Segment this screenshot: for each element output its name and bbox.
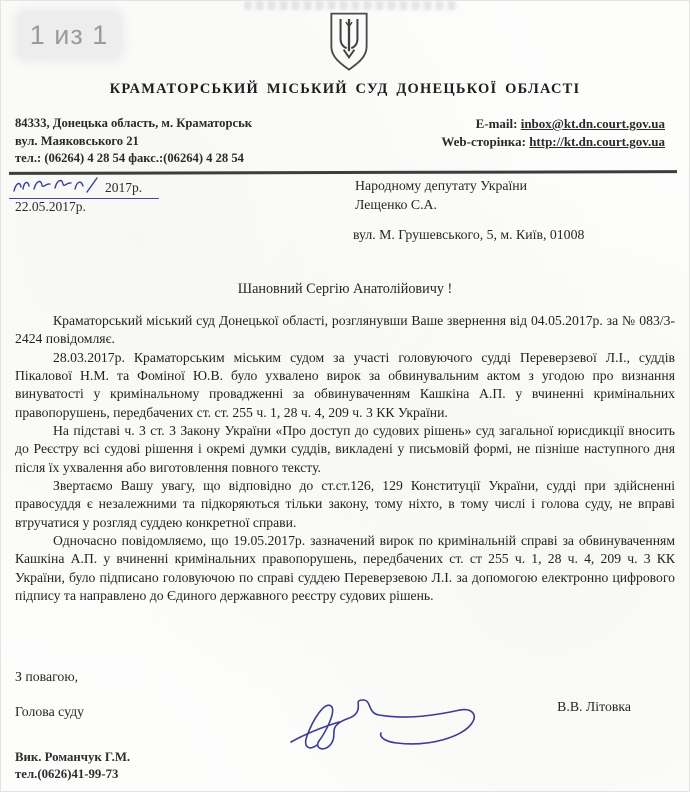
web-link: http://kt.dn.court.gov.ua (529, 134, 665, 149)
executor-name: Вик. Романчук Г.М. (15, 750, 131, 764)
body-paragraph: На підставі ч. 3 ст. 3 Закону України «Про доступ до судових рішень» суд загальної юрисдикції вносить до Реєстру всі судові рішення і окремі думки суддів, викладені у письмовій формі, не пізніше наступного дня після їх ухвалення або виготовлення повного тексту. (15, 423, 675, 475)
email-label: E-mail: (475, 116, 521, 131)
web-label: Web-сторінка: (441, 134, 530, 149)
outgoing-number-field (9, 176, 159, 199)
court-name-heading: КРАМАТОРСЬКИЙ МІСЬКИЙ СУД ДОНЕЦЬКОЇ ОБЛАСТІ (109, 81, 581, 97)
ukraine-trident-emblem-icon (326, 11, 372, 73)
salutation: Шановний Сергію Анатолійовичу ! (237, 281, 453, 297)
email-line (441, 115, 665, 133)
body-paragraph: 28.03.2017р. Краматорським міським судом за участі головуючого судді Переверзевої Л.І., суддів Пікалової Н.М. та Фоміної Ю.В. було ухвалено вирок за обвинувальним актом з угодою про визнання винуватості у кримінальному провадженні за обвинуваченням Кашкіна А.П. у вчиненні кримінальних правопорушень, передбачених ст. ст. 255 ч. 1, 28 ч. 4, 209 ч. 3 КК України. (15, 349, 675, 420)
handwritten-signature (279, 689, 489, 769)
address-phone-line: тел.: (06264) 4 28 54 факс.:(06264) 4 28 54 (15, 151, 244, 165)
handwritten-number (11, 176, 103, 198)
address-line: вул. Маяковського 21 (15, 133, 139, 148)
page-indicator-badge (17, 11, 121, 59)
email-link: inbox@kt.dn.court.gov.ua (520, 116, 665, 131)
address-line: 84333, Донецька область, м. Краматорськ (15, 116, 252, 130)
body-paragraph: Одночасно повідомляємо, що 19.05.2017р. зазначений вирок по кримінальній справі за обвинуваченням Кашкіна А.П. у вчиненні кримінальних правопорушень, передбачених ст. ст 255 ч. 1, 28 ч. 4, 209 ч. 3 КК України, було підписано головуючою по справі суддею Переверзевою Л.І. за допомогою електронно цифрового підпису та направлено до Єдиного державного реєстру судових рішень. (15, 533, 675, 604)
body-paragraph: Звертаємо Вашу увагу, що відповідно до ст.ст.126, 129 Конституції України, судді при здійсненні правосуддя є незалежними та підкоряються тільки закону, тому ніхто, в тому числі і голова суду, не вправі втручатися у розгляд суддею конкретної справи. (15, 478, 675, 530)
letterhead-divider (9, 170, 677, 174)
letter-date: 22.05.2017р. (15, 199, 86, 214)
court-address-block (15, 115, 252, 168)
outgoing-year-text: 2017р. (105, 180, 143, 195)
executor-block (15, 749, 130, 782)
closing-regards: З повагою, (15, 669, 79, 684)
cropped-faint-text (244, 1, 459, 10)
letter-body (15, 312, 675, 606)
recipient-title: Народному депутату України (355, 178, 528, 193)
recipient-block (355, 176, 527, 214)
signer-name: В.В. Літовка (557, 699, 631, 714)
court-contact-block (441, 115, 665, 151)
web-line (441, 133, 665, 151)
page-indicator-text: 1 из 1 (29, 19, 109, 50)
recipient-name: Лещенко С.А. (355, 197, 437, 212)
recipient-address: вул. М. Грушевського, 5, м. Київ, 01008 (353, 227, 585, 242)
body-paragraph: Краматорський міський суд Донецької області, розглянувши Ваше звернення від 04.05.2017р. за № 083/3-2424 повідомляє. (15, 313, 675, 347)
executor-phone: тел.(0626)41-99-73 (15, 766, 119, 781)
signer-title: Голова суду (15, 704, 85, 719)
